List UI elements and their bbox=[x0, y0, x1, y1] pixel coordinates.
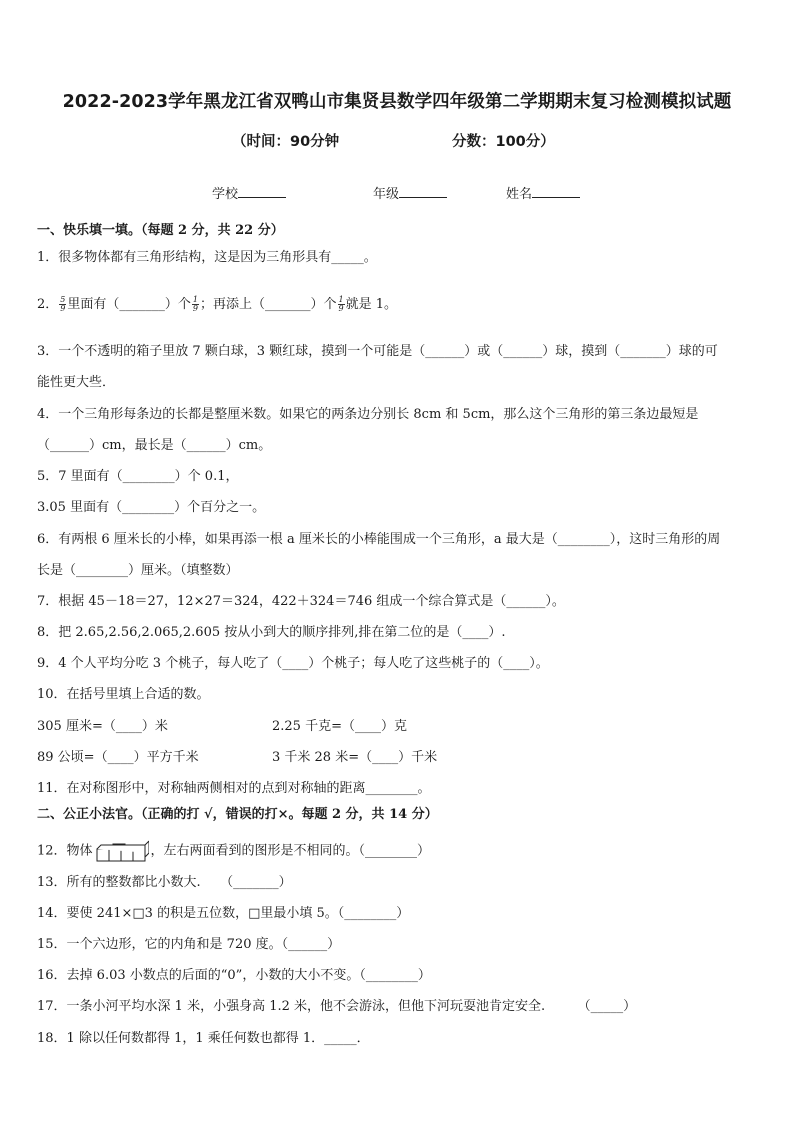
question-4-line-2: （______）cm，最长是（______）cm。 bbox=[37, 438, 272, 453]
school-field bbox=[212, 183, 286, 202]
question-10-c: 89 公顷=（____）平方千米 bbox=[37, 750, 199, 765]
question-12 bbox=[37, 838, 430, 864]
time-label: （时间：90分钟 bbox=[232, 134, 340, 150]
question-16: 16．去掉 6.03 小数点的后面的“0”，小数的大小不变。（________） bbox=[37, 968, 431, 983]
name-field bbox=[506, 183, 580, 202]
score-label: 分数：100分） bbox=[452, 134, 555, 150]
grade-field bbox=[373, 183, 447, 202]
question-15: 15．一个六边形，它的内角和是 720 度。（______） bbox=[37, 937, 341, 952]
question-8: 8．把 2.65,2.56,2.065,2.605 按从小到大的顺序排列,排在第二位的是（____）. bbox=[37, 625, 506, 640]
q12-part-a: 12．物体 bbox=[37, 843, 93, 859]
question-2 bbox=[37, 296, 397, 313]
question-4-line-1: 4．一个三角形每条边的长都是整厘米数。如果它的两条边分别长 8cm 和 5cm，那么这个三角形的第三条边最短是 bbox=[37, 407, 699, 422]
question-11: 11．在对称图形中，对称轴两侧相对的点到对称轴的距离________。 bbox=[37, 781, 431, 796]
q2-part-c: ；再添上（_______）个 bbox=[199, 297, 337, 312]
question-10-a: 305 厘米=（____）米 bbox=[37, 719, 168, 734]
q2-part-d: 就是 1。 bbox=[345, 297, 397, 312]
name-blank[interactable] bbox=[532, 185, 580, 198]
q2-number: 2． bbox=[37, 297, 59, 312]
q12-part-b: ，左右两面看到的图形是不相同的。（________） bbox=[150, 843, 431, 859]
question-5-line-2: 3.05 里面有（________）个百分之一。 bbox=[37, 500, 266, 515]
question-9: 9．4 个人平均分吃 3 个桃子，每人吃了（____）个桃子；每人吃了这些桃子的（____）。 bbox=[37, 656, 549, 671]
question-6-line-1: 6．有两根 6 厘米长的小棒，如果再添一根 a 厘米长的小棒能围成一个三角形，a 最大是（________），这时三角形的周 bbox=[37, 532, 721, 547]
question-10: 10．在括号里填上合适的数。 bbox=[37, 687, 210, 702]
section-2-heading: 二、公正小法官。（正确的打 √，错误的打×。每题 2 分，共 14 分） bbox=[37, 807, 438, 822]
question-1: 1．很多物体都有三角形结构，这是因为三角形具有_____。 bbox=[37, 250, 377, 265]
question-18: 18．1 除以任何数都得 1，1 乘任何数也都得 1．_____． bbox=[37, 1031, 370, 1046]
fraction-5-9: $\frac{5}{9}$ bbox=[60, 295, 66, 313]
question-10-d: 3 千米 28 米=（____）千米 bbox=[272, 750, 438, 765]
question-3-line-1: 3．一个不透明的箱子里放 7 颗白球，3 颗红球，摸到一个可能是（______）或（______）球，摸到（_______）球的可 bbox=[37, 344, 718, 359]
grade-label: 年级 bbox=[373, 187, 400, 202]
question-3-line-2: 能性更大些． bbox=[37, 375, 116, 390]
grade-blank[interactable] bbox=[399, 185, 447, 198]
question-6-line-2: 长是（________）厘米。（填整数） bbox=[37, 563, 239, 578]
name-label: 姓名 bbox=[506, 187, 533, 202]
cubes-figure-icon bbox=[95, 838, 149, 864]
question-10-b: 2.25 千克=（____）克 bbox=[272, 719, 407, 734]
question-14: 14．要使 241×□3 的积是五位数，□里最小填 5。（________） bbox=[37, 906, 410, 921]
q2-part-b: 里面有（_______）个 bbox=[67, 297, 191, 312]
school-blank[interactable] bbox=[238, 185, 286, 198]
section-1-heading: 一、快乐填一填。（每题 2 分，共 22 分） bbox=[37, 223, 284, 238]
question-17: 17．一条小河平均水深 1 米，小强身高 1.2 米，他不会游泳，但他下河玩耍池肯定安全. （_____） bbox=[37, 999, 637, 1014]
fraction-1-9-second: $\frac{1}{9}$ bbox=[338, 295, 344, 313]
fraction-1-9: $\frac{1}{9}$ bbox=[192, 295, 198, 313]
question-7: 7．根据 45－18＝27，12×27＝324，422＋324＝746 组成一个综合算式是（______）。 bbox=[37, 594, 565, 609]
question-13: 13．所有的整数都比小数大. （_______） bbox=[37, 875, 292, 890]
question-5-line-1: 5．7 里面有（________）个 0.1， bbox=[37, 469, 239, 484]
exam-title: 2022-2023学年黑龙江省双鸭山市集贤县数学四年级第二学期期末复习检测模拟试题 bbox=[62, 92, 732, 112]
school-label: 学校 bbox=[212, 187, 239, 202]
